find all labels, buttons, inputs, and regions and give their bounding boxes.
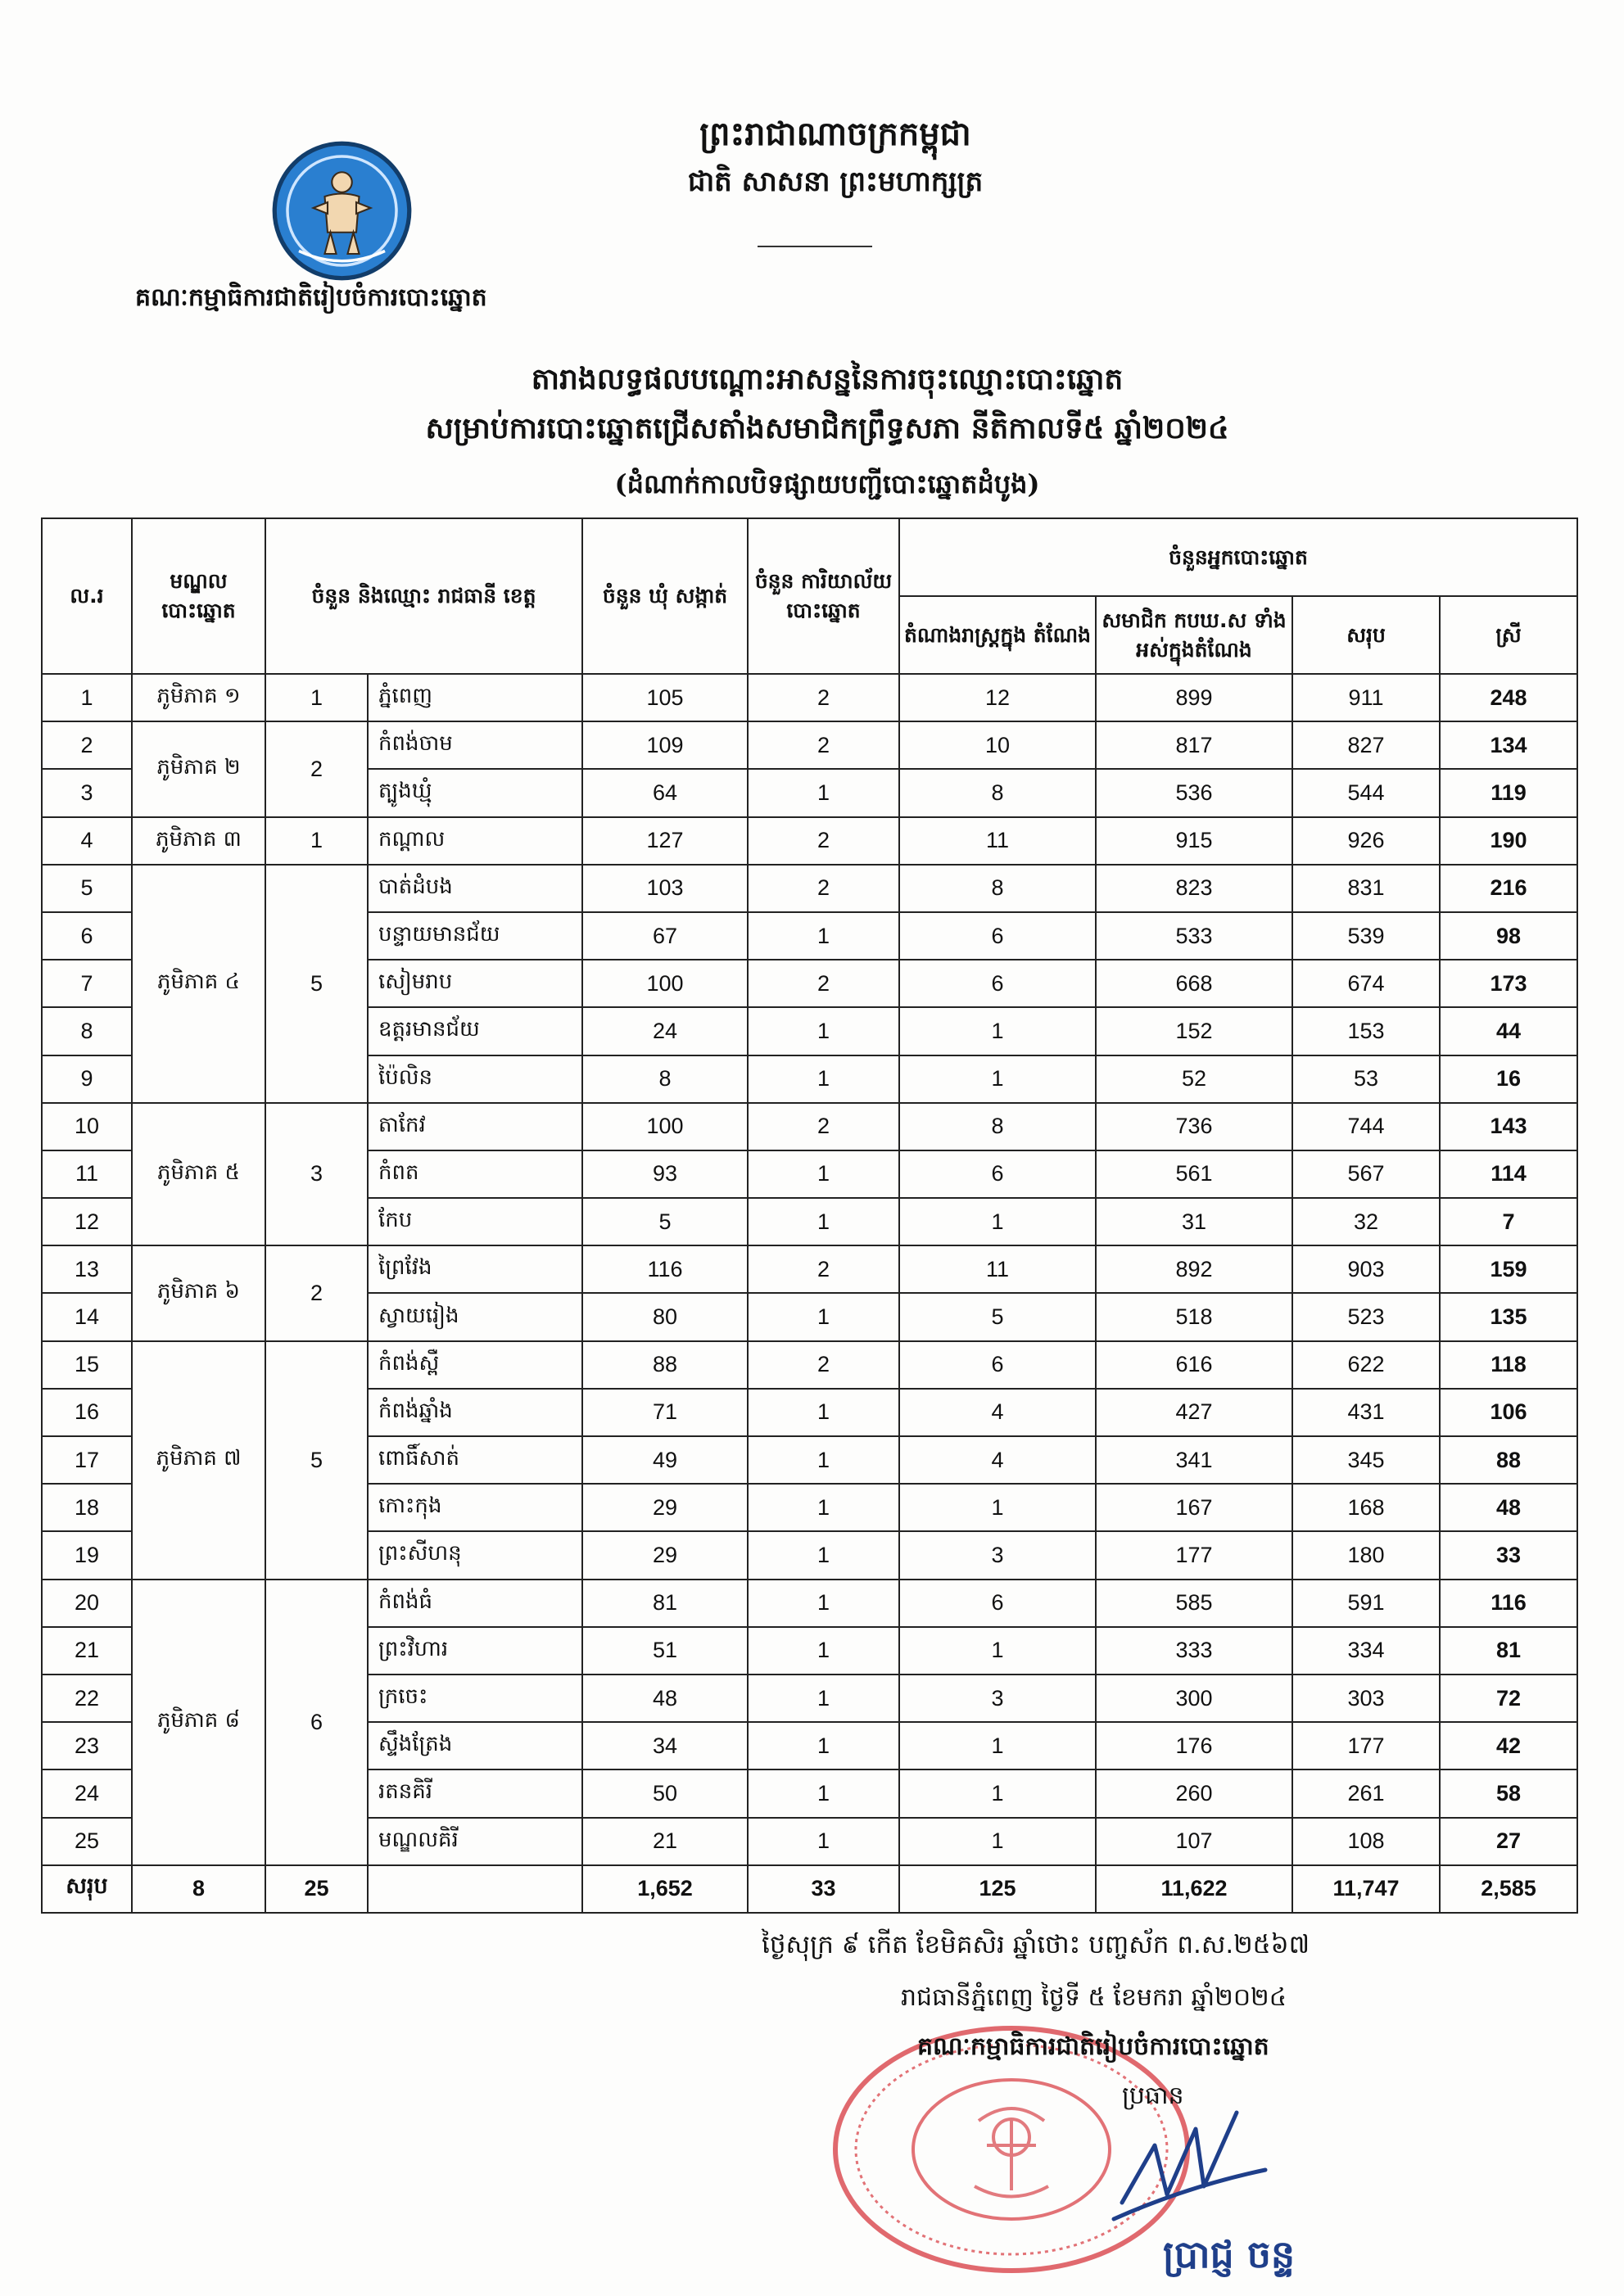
- row-communes: 100: [582, 960, 748, 1007]
- header-offices: ចំនួន ការិយាល័យ បោះឆ្នោត: [748, 518, 899, 674]
- row-mps: 5: [899, 1293, 1096, 1340]
- row-offices: 1: [748, 1198, 899, 1245]
- row-offices: 2: [748, 865, 899, 912]
- row-no: 5: [42, 865, 132, 912]
- organization-name: គណៈកម្មាធិការជាតិរៀបចំការបោះឆ្នោត: [135, 283, 487, 312]
- row-region: ភូមិភាគ ៥: [132, 1103, 265, 1246]
- row-mps: 1: [899, 1484, 1096, 1531]
- row-total: 53: [1292, 1055, 1440, 1103]
- row-total: 32: [1292, 1198, 1440, 1245]
- row-no: 21: [42, 1627, 132, 1675]
- row-total: 903: [1292, 1245, 1440, 1293]
- row-mps: 3: [899, 1531, 1096, 1579]
- row-councillors: 333: [1096, 1627, 1292, 1675]
- handwritten-signature-icon: [1106, 2096, 1269, 2227]
- table-body: [42, 674, 1577, 1913]
- row-communes: 105: [582, 674, 748, 721]
- row-total: 831: [1292, 865, 1440, 912]
- total-label: សរុប: [42, 1865, 132, 1913]
- row-province-count: 6: [265, 1580, 368, 1865]
- row-no: 8: [42, 1007, 132, 1055]
- row-mps: 11: [899, 817, 1096, 865]
- row-region: ភូមិភាគ ១: [132, 674, 265, 721]
- row-total: 303: [1292, 1675, 1440, 1722]
- row-councillors: 300: [1096, 1675, 1292, 1722]
- row-mps: 4: [899, 1436, 1096, 1484]
- row-no: 23: [42, 1722, 132, 1769]
- row-female: 216: [1440, 865, 1577, 912]
- row-province: បន្ទាយមានជ័យ: [368, 912, 582, 960]
- row-no: 14: [42, 1293, 132, 1340]
- row-communes: 109: [582, 721, 748, 769]
- lunar-date: ថ្ងៃសុក្រ ៩ កើត ខែមិគសិរ ឆ្នាំថោះ បញ្ចស័ក ព.ស.២៥៦៧: [762, 1930, 1310, 1959]
- row-female: 33: [1440, 1531, 1577, 1579]
- row-no: 17: [42, 1436, 132, 1484]
- table-row: [42, 817, 1577, 865]
- row-councillors: 341: [1096, 1436, 1292, 1484]
- row-province: ស្ទឹងត្រែង: [368, 1722, 582, 1769]
- row-female: 135: [1440, 1293, 1577, 1340]
- header-voters-group: ចំនួនអ្នកបោះឆ្នោត: [899, 518, 1577, 596]
- row-communes: 48: [582, 1675, 748, 1722]
- row-no: 15: [42, 1341, 132, 1389]
- row-councillors: 823: [1096, 865, 1292, 912]
- header-total: សរុប: [1292, 596, 1440, 674]
- row-offices: 1: [748, 1007, 899, 1055]
- header-region: មណ្ឌល បោះឆ្នោត: [132, 518, 265, 674]
- row-communes: 49: [582, 1436, 748, 1484]
- row-no: 7: [42, 960, 132, 1007]
- row-female: 81: [1440, 1627, 1577, 1675]
- total-mps: 125: [899, 1865, 1096, 1913]
- table-row: [42, 865, 1577, 912]
- row-communes: 34: [582, 1722, 748, 1769]
- row-offices: 1: [748, 1484, 899, 1531]
- row-province: ឧត្ដរមានជ័យ: [368, 1007, 582, 1055]
- row-female: 118: [1440, 1341, 1577, 1389]
- row-offices: 1: [748, 1818, 899, 1865]
- row-province-count: 5: [265, 1341, 368, 1580]
- row-communes: 51: [582, 1627, 748, 1675]
- row-offices: 2: [748, 817, 899, 865]
- row-councillors: 668: [1096, 960, 1292, 1007]
- row-councillors: 176: [1096, 1722, 1292, 1769]
- row-mps: 3: [899, 1675, 1096, 1722]
- row-offices: 1: [748, 1150, 899, 1198]
- header-divider: [758, 246, 872, 247]
- row-councillors: 427: [1096, 1389, 1292, 1436]
- row-total: 926: [1292, 817, 1440, 865]
- row-communes: 93: [582, 1150, 748, 1198]
- row-no: 20: [42, 1580, 132, 1627]
- row-no: 10: [42, 1103, 132, 1150]
- row-no: 24: [42, 1769, 132, 1817]
- row-offices: 1: [748, 1675, 899, 1722]
- row-mps: 1: [899, 1198, 1096, 1245]
- row-female: 134: [1440, 721, 1577, 769]
- row-female: 119: [1440, 769, 1577, 816]
- row-offices: 2: [748, 960, 899, 1007]
- row-councillors: 52: [1096, 1055, 1292, 1103]
- row-region: ភូមិភាគ ៣: [132, 817, 265, 865]
- row-no: 4: [42, 817, 132, 865]
- header-communes: ចំនួន ឃុំ សង្កាត់: [582, 518, 748, 674]
- header-no: ល.រ: [42, 518, 132, 674]
- row-province: ព្រះវិហារ: [368, 1627, 582, 1675]
- row-communes: 116: [582, 1245, 748, 1293]
- row-communes: 88: [582, 1341, 748, 1389]
- national-motto: ជាតិ សាសនា ព្រះមហាក្សត្រ: [687, 165, 984, 198]
- row-province: ត្បូងឃ្មុំ: [368, 769, 582, 816]
- row-councillors: 167: [1096, 1484, 1292, 1531]
- row-province: កណ្ដាល: [368, 817, 582, 865]
- row-mps: 8: [899, 1103, 1096, 1150]
- row-no: 12: [42, 1198, 132, 1245]
- row-province: ស្វាយរៀង: [368, 1293, 582, 1340]
- document-subtitle: សម្រាប់ការបោះឆ្នោតជ្រើសតាំងសមាជិកព្រឹទ្ធសភា នីតិកាលទី៥ ឆ្នាំ២០២៤: [425, 411, 1229, 445]
- row-communes: 103: [582, 865, 748, 912]
- row-no: 13: [42, 1245, 132, 1293]
- row-offices: 2: [748, 721, 899, 769]
- row-total: 334: [1292, 1627, 1440, 1675]
- total-offices: 33: [748, 1865, 899, 1913]
- row-female: 42: [1440, 1722, 1577, 1769]
- table-row: [42, 1103, 1577, 1150]
- header-female: ស្រី: [1440, 596, 1577, 674]
- row-offices: 1: [748, 1389, 899, 1436]
- row-councillors: 518: [1096, 1293, 1292, 1340]
- row-offices: 1: [748, 1055, 899, 1103]
- row-female: 7: [1440, 1198, 1577, 1245]
- row-no: 16: [42, 1389, 132, 1436]
- row-mps: 10: [899, 721, 1096, 769]
- row-offices: 2: [748, 674, 899, 721]
- row-mps: 6: [899, 912, 1096, 960]
- row-communes: 29: [582, 1531, 748, 1579]
- row-female: 44: [1440, 1007, 1577, 1055]
- row-province: កំពង់ចាម: [368, 721, 582, 769]
- row-no: 3: [42, 769, 132, 816]
- row-female: 48: [1440, 1484, 1577, 1531]
- row-female: 143: [1440, 1103, 1577, 1150]
- row-mps: 6: [899, 1341, 1096, 1389]
- row-province: កំពង់ធំ: [368, 1580, 582, 1627]
- row-province-count: 1: [265, 817, 368, 865]
- row-offices: 1: [748, 912, 899, 960]
- totals-row: [42, 1865, 1577, 1913]
- row-mps: 4: [899, 1389, 1096, 1436]
- row-offices: 2: [748, 1245, 899, 1293]
- row-communes: 71: [582, 1389, 748, 1436]
- row-mps: 6: [899, 960, 1096, 1007]
- row-female: 88: [1440, 1436, 1577, 1484]
- row-councillors: 260: [1096, 1769, 1292, 1817]
- total-regions: 8: [132, 1865, 265, 1913]
- row-offices: 2: [748, 1103, 899, 1150]
- row-total: 622: [1292, 1341, 1440, 1389]
- row-mps: 11: [899, 1245, 1096, 1293]
- row-total: 261: [1292, 1769, 1440, 1817]
- table-row: [42, 674, 1577, 721]
- row-offices: 1: [748, 1580, 899, 1627]
- header-councillors: សមាជិក កបឃ.ស ទាំងអស់ក្នុងតំណែង: [1096, 596, 1292, 674]
- row-total: 567: [1292, 1150, 1440, 1198]
- row-offices: 1: [748, 1722, 899, 1769]
- row-communes: 127: [582, 817, 748, 865]
- row-province: ព្រៃវែង: [368, 1245, 582, 1293]
- row-mps: 8: [899, 769, 1096, 816]
- row-councillors: 533: [1096, 912, 1292, 960]
- row-total: 168: [1292, 1484, 1440, 1531]
- row-total: 591: [1292, 1580, 1440, 1627]
- header-mps: តំណាងរាស្ត្រក្នុង តំណែង: [899, 596, 1096, 674]
- row-province: ពោធិ៍សាត់: [368, 1436, 582, 1484]
- row-mps: 8: [899, 865, 1096, 912]
- row-offices: 1: [748, 1293, 899, 1340]
- row-mps: 1: [899, 1627, 1096, 1675]
- row-councillors: 736: [1096, 1103, 1292, 1150]
- row-offices: 1: [748, 769, 899, 816]
- row-communes: 5: [582, 1198, 748, 1245]
- table-row: [42, 721, 1577, 769]
- row-province: កំពង់ឆ្នាំង: [368, 1389, 582, 1436]
- row-mps: 6: [899, 1580, 1096, 1627]
- row-total: 674: [1292, 960, 1440, 1007]
- table-row: [42, 1580, 1577, 1627]
- row-communes: 67: [582, 912, 748, 960]
- row-no: 9: [42, 1055, 132, 1103]
- row-communes: 24: [582, 1007, 748, 1055]
- row-councillors: 177: [1096, 1531, 1292, 1579]
- row-total: 431: [1292, 1389, 1440, 1436]
- total-female: 2,585: [1440, 1865, 1577, 1913]
- row-councillors: 616: [1096, 1341, 1292, 1389]
- row-offices: 2: [748, 1341, 899, 1389]
- kingdom-heading: ព្រះរាជាណាចក្រកម្ពុជា: [699, 115, 971, 153]
- row-province: បាត់ដំបង: [368, 865, 582, 912]
- header-capital-province: ចំនួន និងឈ្មោះ រាជធានី ខេត្ត: [265, 518, 582, 674]
- row-total: 827: [1292, 721, 1440, 769]
- row-no: 22: [42, 1675, 132, 1722]
- row-total: 180: [1292, 1531, 1440, 1579]
- row-offices: 1: [748, 1436, 899, 1484]
- row-no: 11: [42, 1150, 132, 1198]
- row-region: ភូមិភាគ ៤: [132, 865, 265, 1103]
- row-total: 523: [1292, 1293, 1440, 1340]
- row-councillors: 561: [1096, 1150, 1292, 1198]
- row-no: 2: [42, 721, 132, 769]
- row-total: 744: [1292, 1103, 1440, 1150]
- row-region: ភូមិភាគ ៧: [132, 1341, 265, 1580]
- row-councillors: 585: [1096, 1580, 1292, 1627]
- row-province-count: 5: [265, 865, 368, 1103]
- row-province: ភ្នំពេញ: [368, 674, 582, 721]
- row-councillors: 536: [1096, 769, 1292, 816]
- signatory-role: ប្រធាន: [1122, 2081, 1184, 2110]
- row-province: ក្រចេះ: [368, 1675, 582, 1722]
- document-stage-note: (ដំណាក់កាលបិទផ្សាយបញ្ជីបោះឆ្នោតដំបូង): [614, 468, 1040, 499]
- row-councillors: 817: [1096, 721, 1292, 769]
- row-region: ភូមិភាគ ៨: [132, 1580, 265, 1865]
- row-province-count: 1: [265, 674, 368, 721]
- row-female: 159: [1440, 1245, 1577, 1293]
- row-total: 345: [1292, 1436, 1440, 1484]
- row-communes: 81: [582, 1580, 748, 1627]
- solar-date: រាជធានីភ្នំពេញ ថ្ងៃទី ៥ ខែមករា ឆ្នាំ២០២៤: [901, 1983, 1287, 2012]
- row-total: 544: [1292, 769, 1440, 816]
- row-province-count: 2: [265, 721, 368, 816]
- row-province: សៀមរាប: [368, 960, 582, 1007]
- row-female: 98: [1440, 912, 1577, 960]
- row-councillors: 915: [1096, 817, 1292, 865]
- row-female: 114: [1440, 1150, 1577, 1198]
- row-province: ប៉ៃលិន: [368, 1055, 582, 1103]
- row-communes: 80: [582, 1293, 748, 1340]
- total-voters: 11,747: [1292, 1865, 1440, 1913]
- row-offices: 1: [748, 1531, 899, 1579]
- row-communes: 21: [582, 1818, 748, 1865]
- row-councillors: 899: [1096, 674, 1292, 721]
- row-mps: 1: [899, 1722, 1096, 1769]
- row-female: 190: [1440, 817, 1577, 865]
- row-province-count: 2: [265, 1245, 368, 1340]
- row-communes: 50: [582, 1769, 748, 1817]
- row-province: ព្រះសីហនុ: [368, 1531, 582, 1579]
- row-female: 116: [1440, 1580, 1577, 1627]
- row-province-count: 3: [265, 1103, 368, 1246]
- row-no: 25: [42, 1818, 132, 1865]
- row-total: 539: [1292, 912, 1440, 960]
- total-empty-cell: [368, 1865, 582, 1913]
- row-total: 153: [1292, 1007, 1440, 1055]
- total-provinces: 25: [265, 1865, 368, 1913]
- row-offices: 1: [748, 1769, 899, 1817]
- row-no: 6: [42, 912, 132, 960]
- row-mps: 6: [899, 1150, 1096, 1198]
- row-councillors: 892: [1096, 1245, 1292, 1293]
- row-councillors: 31: [1096, 1198, 1292, 1245]
- row-region: ភូមិភាគ ៦: [132, 1245, 265, 1340]
- table-row: [42, 1341, 1577, 1389]
- row-female: 58: [1440, 1769, 1577, 1817]
- row-female: 173: [1440, 960, 1577, 1007]
- row-female: 27: [1440, 1818, 1577, 1865]
- row-female: 106: [1440, 1389, 1577, 1436]
- row-no: 1: [42, 674, 132, 721]
- row-communes: 100: [582, 1103, 748, 1150]
- row-province: កោះកុង: [368, 1484, 582, 1531]
- row-province: មណ្ឌលគិរី: [368, 1818, 582, 1865]
- row-no: 19: [42, 1531, 132, 1579]
- signatory-name: ប្រាជ្ញ ចន្ទ: [1163, 2232, 1296, 2276]
- total-councillors: 11,622: [1096, 1865, 1292, 1913]
- row-female: 16: [1440, 1055, 1577, 1103]
- row-communes: 64: [582, 769, 748, 816]
- nec-logo-icon: [270, 139, 414, 282]
- row-province: កំពង់ស្ពឺ: [368, 1341, 582, 1389]
- row-total: 911: [1292, 674, 1440, 721]
- row-total: 108: [1292, 1818, 1440, 1865]
- row-female: 72: [1440, 1675, 1577, 1722]
- voter-registration-table: [41, 518, 1578, 1914]
- row-councillors: 107: [1096, 1818, 1292, 1865]
- row-total: 177: [1292, 1722, 1440, 1769]
- table-row: [42, 1245, 1577, 1293]
- row-province: តាកែវ: [368, 1103, 582, 1150]
- row-region: ភូមិភាគ ២: [132, 721, 265, 816]
- row-province: កំពត: [368, 1150, 582, 1198]
- signing-organization: គណៈកម្មាធិការជាតិរៀបចំការបោះឆ្នោត: [917, 2032, 1269, 2061]
- row-communes: 29: [582, 1484, 748, 1531]
- row-mps: 1: [899, 1818, 1096, 1865]
- row-mps: 12: [899, 674, 1096, 721]
- row-mps: 1: [899, 1769, 1096, 1817]
- row-mps: 1: [899, 1055, 1096, 1103]
- total-communes: 1,652: [582, 1865, 748, 1913]
- row-province: រតនគិរី: [368, 1769, 582, 1817]
- row-mps: 1: [899, 1007, 1096, 1055]
- row-offices: 1: [748, 1627, 899, 1675]
- row-no: 18: [42, 1484, 132, 1531]
- document-title: តារាងលទ្ធផលបណ្ដោះអាសន្ននៃការចុះឈ្មោះបោះឆ្នោត: [531, 362, 1124, 396]
- row-councillors: 152: [1096, 1007, 1292, 1055]
- row-communes: 8: [582, 1055, 748, 1103]
- row-province: កែប: [368, 1198, 582, 1245]
- row-female: 248: [1440, 674, 1577, 721]
